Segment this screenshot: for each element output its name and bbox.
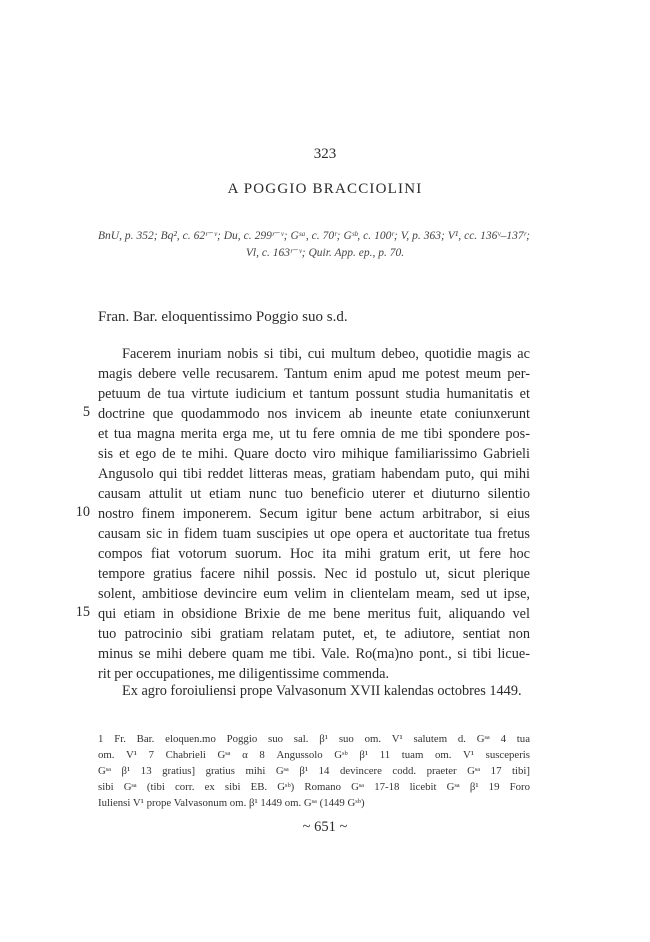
letter-text-line: nostro finem imponerem. Secum igitur bene actum arbitrabor, si eius <box>98 506 530 522</box>
letter-text-line: et tua magna merita erga me, ut tu fere omnia de me tibi spondere pos- <box>98 426 530 442</box>
letter-text-line: solent, ambitiose devincire eum velim in clientelam meam, sed ut ipse, <box>98 586 530 602</box>
letter-number: 323 <box>313 146 337 162</box>
page-number: ~ 651 ~ <box>302 819 348 835</box>
manuscript-sources-line: BnU, p. 352; Bq², c. 62ʳ⁻ᵛ; Du, c. 299ʳ⁻ᵛ; Gˢᵃ, c. 70ʳ; Gˢᵇ, c. 100ʳ; V, p. 363; V¹, cc. 136ᵛ–137ʳ; <box>98 230 530 242</box>
letter-text-line: causam attulit ut etiam nunc tuo beneficio uterer et diuturno silentio <box>98 486 530 502</box>
letter-closing-dateline: Ex agro foroiuliensi prope Valvasonum XVII kalendas octobres 1449. <box>122 683 522 699</box>
letter-text-line: Facerem inuriam nobis si tibi, cui multum debeo, quotidie magis ac <box>122 346 530 362</box>
apparatus-line: sibi Gˢᵃ (tibi corr. ex sibi EB. Gˢᵇ) Romano Gˢᵃ 17-18 licebit Gˢᵃ β¹ 19 Foro <box>98 781 530 793</box>
letter-text-line: doctrine que quodammodo nos invicem ab ineunte etate coniunxerunt <box>98 406 530 422</box>
apparatus-line: Gˢᵃ β¹ 13 gratius] gratius mihi Gˢᵃ β¹ 14 devincere codd. praeter Gˢᵃ 17 tibi] <box>98 765 530 777</box>
letter-text-line: Angusolo qui tibi reddet litteras meas, gratiam habendam puto, qui mihi <box>98 466 530 482</box>
line-number: 10 <box>75 504 90 520</box>
letter-text-line: tempore gratius facere nihil possis. Nec id postulo ut, sicut plerique <box>98 566 530 582</box>
apparatus-line: 1 Fr. Bar. eloquen.mo Poggio suo sal. β¹ suo om. V¹ salutem d. Gˢᵃ 4 tua <box>98 733 530 745</box>
letter-text-line: compos fiat votorum suorum. Hoc ita mihi gratum erit, ut fere hoc <box>98 546 530 562</box>
letter-text-line: causam sic in fidem tuam suscipies ut ope opera et auctoritate tua fretus <box>98 526 530 542</box>
letter-text-line: magis debere velle recusarem. Tantum enim apud me potest meum per- <box>98 366 530 382</box>
letter-title: A POGGIO BRACCIOLINI <box>227 181 423 197</box>
letter-text-line: tuo patrocinio sibi gratiam relatam putet, et, te adiutore, sentiat non <box>98 626 530 642</box>
line-number: 5 <box>82 404 90 420</box>
letter-text-line: sis et ego de te mihi. Quare docto viro mihique familiarissimo Gabrieli <box>98 446 530 462</box>
letter-text-line: minus se mihi debere quam me tibi. Vale. Ro(ma)no pont., si tibi licue- <box>98 646 530 662</box>
letter-salutation: Fran. Bar. eloquentissimo Poggio suo s.d. <box>98 309 348 325</box>
letter-text-line: rit per occupationes, me diligentissime commenda. <box>98 666 390 682</box>
apparatus-line: om. V¹ 7 Chabrieli Gˢᵃ α 8 Angussolo Gˢᵇ β¹ 11 tuam om. V¹ susceperis <box>98 749 530 761</box>
letter-text-line: qui etiam in obsidione Brixie de me bene meritus fuit, aliquando vel <box>98 606 530 622</box>
letter-text-line: petuum de tua virtute iudicium et tantum possunt studia humanitatis et <box>98 386 530 402</box>
apparatus-line: Iuliensi V¹ prope Valvasonum om. β¹ 1449 om. Gˢᵃ (1449 Gˢᵇ) <box>98 797 365 809</box>
line-number: 15 <box>75 604 90 620</box>
manuscript-sources-line: Vl, c. 163ʳ⁻ᵛ; Quir. App. ep., p. 70. <box>245 247 405 259</box>
